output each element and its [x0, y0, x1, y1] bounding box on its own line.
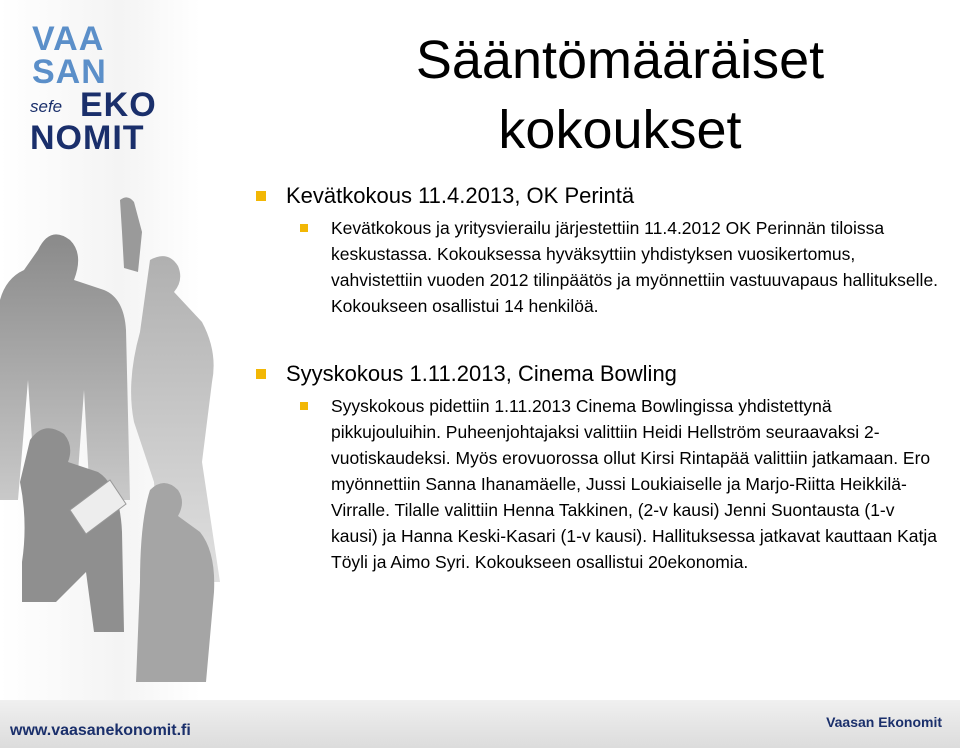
section-spring-meeting — [256, 183, 946, 319]
vaasan-ekonomit-logo — [30, 22, 180, 157]
footer-bar — [0, 700, 960, 748]
page-title — [320, 25, 920, 165]
section-heading-text: Kevätkokous 11.4.2013, OK Perintä — [286, 183, 635, 208]
section-body — [256, 393, 946, 575]
section-body-text: Kevätkokous ja yritysvierailu järjestettiin 11.4.2012 OK Perinnän tiloissa keskustassa. Kokouksessa hyväksyttiin yhdistyksen vuosikertomus, vahvistettiin vuoden 2012 tilinpäätös ja myönnettiin vastuuvapaus hallitukselle. Kokoukseen osallistui 14 henkilöä. — [331, 218, 939, 316]
logo-line-4: NOMIT — [30, 119, 145, 157]
section-autumn-meeting — [256, 361, 946, 575]
sub-bullet-icon — [300, 402, 308, 410]
logo-line-3: EKO — [80, 86, 157, 124]
sub-bullet-icon — [300, 224, 308, 232]
title-line-1: Sääntömääräiset — [415, 30, 825, 90]
logo-line-1: VAA — [32, 20, 105, 58]
section-heading — [256, 183, 946, 209]
business-people-illustration — [0, 190, 245, 690]
footer-brand: Vaasan Ekonomit — [826, 714, 942, 730]
sidebar-decoration — [0, 0, 200, 748]
section-body-text: Syyskokous pidettiin 1.11.2013 Cinema Bowlingissa yhdistettynä pikkujouluihin. Puheenjohtajaksi valittiin Heidi Hellström seuraavaksi 2-vuotiskaudeksi. Myös erovuorossa ollut Kirsi Rintapää valittiin jatkamaan. Ero myönnettiin Sanna Ihanamäelle, Jussi Loukiaiselle ja Marjo-Riitta Heikkilä-Virralle. Tilalle valittiin Henna Takkinen, (2-v kausi) Jenni Suontausta (1-v kausi) ja Hanna Keski-Kasari (1-v kausi). Hallituksessa jatkavat kauttaan Katja Töyli ja Aimo Syri. Kokoukseen osallistui 20ekonomia. — [331, 396, 937, 572]
section-heading — [256, 361, 946, 387]
bullet-icon — [256, 369, 266, 379]
footer-website-link[interactable]: www.vaasanekonomit.fi — [10, 722, 191, 739]
logo-sefe: sefe — [30, 97, 63, 116]
section-heading-text: Syyskokous 1.11.2013, Cinema Bowling — [286, 361, 677, 386]
bullet-icon — [256, 191, 266, 201]
figure-raised-arm — [120, 197, 142, 272]
content-list — [256, 183, 946, 575]
section-body — [256, 215, 946, 319]
title-line-2: kokoukset — [498, 100, 742, 160]
logo-line-2: SAN — [32, 53, 107, 91]
